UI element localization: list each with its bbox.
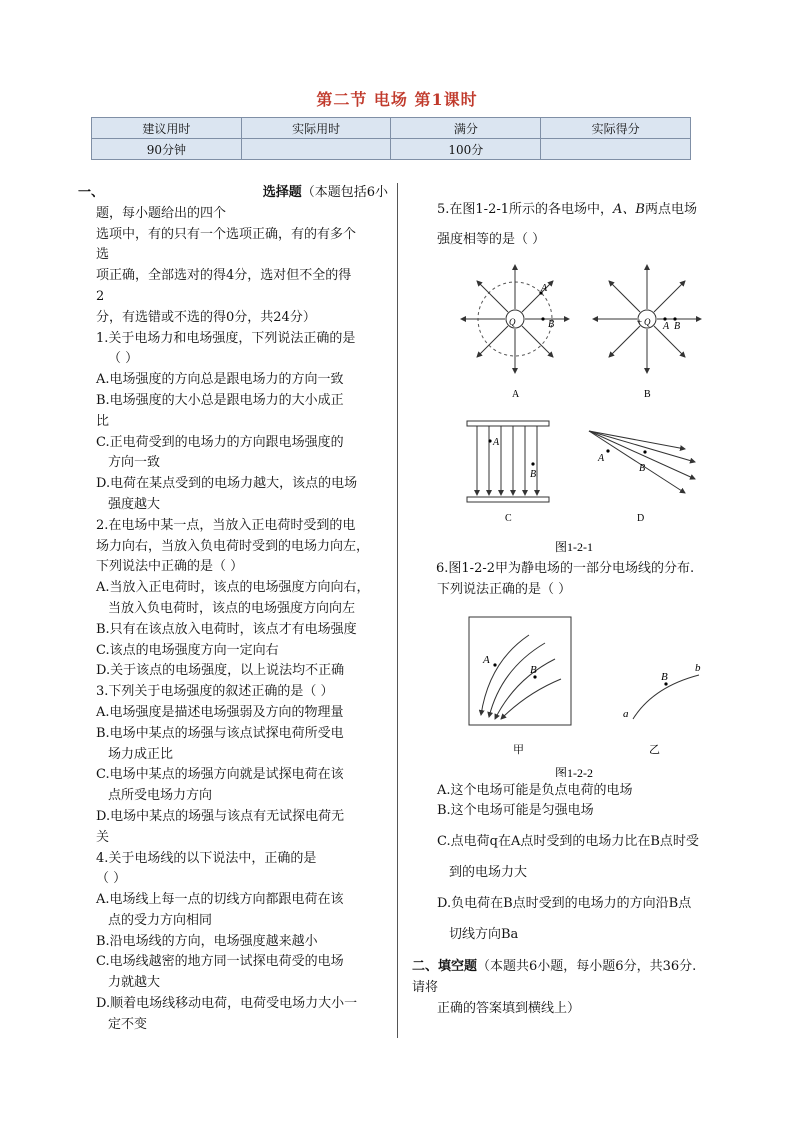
section2-intro-line: 正确的答案填到横线上） xyxy=(437,1000,581,1016)
option: D.负电荷在B点时受到的电场力的方向沿B点 xyxy=(437,895,692,911)
info-table xyxy=(91,117,691,160)
column-divider xyxy=(397,183,398,1038)
svg-text:B: B xyxy=(639,463,646,474)
figure-1-2-1 xyxy=(437,259,737,559)
option: B.这个电场可能是匀强电场 xyxy=(437,803,594,819)
section1-title: 选择题 xyxy=(262,185,302,200)
option: 到的电场力大 xyxy=(449,864,528,880)
option: 场力成正比 xyxy=(108,746,174,762)
field-diagram-yi xyxy=(623,662,701,756)
option: C.正电荷受到的电场力的方向跟电场强度的 xyxy=(96,434,344,450)
svg-text:A: A xyxy=(663,321,670,332)
table-cell xyxy=(541,139,691,160)
svg-text:A: A xyxy=(598,453,605,464)
option: D.关于该点的电场强度，以上说法均不正确 xyxy=(96,663,345,679)
table-header: 满分 xyxy=(391,118,541,139)
option: 关 xyxy=(96,829,110,845)
table-header: 实际得分 xyxy=(541,118,691,139)
section2-intro: （本题共6小题，每小题6分，共36分. xyxy=(477,959,697,975)
option: 方向一致 xyxy=(108,455,161,471)
option: A.当放入正电荷时，该点的电场强度方向向右， xyxy=(96,580,370,596)
question-stem: 2.在电场中某一点，当放入正电荷时受到的电 xyxy=(96,517,356,533)
figure-label: D xyxy=(637,513,645,524)
q5-stem-text: 两点电场 xyxy=(644,202,697,217)
question-stem: （ ） xyxy=(108,351,139,367)
option: D.顺着电场线移动电荷，电荷受电场力大小一 xyxy=(96,996,358,1012)
svg-text:a: a xyxy=(623,707,629,720)
option: B.电场强度的大小总是跟电场力的大小成正 xyxy=(96,392,344,408)
figure-label: C xyxy=(505,513,512,524)
option: A.电场线上每一点的切线方向都跟电荷在该 xyxy=(96,892,344,908)
svg-text:A: A xyxy=(483,653,490,666)
table-header: 实际用时 xyxy=(241,118,391,139)
figure-label: A xyxy=(512,389,520,400)
option: 力就越大 xyxy=(108,975,161,991)
section2-heading xyxy=(412,957,737,978)
section2-title: 填空题 xyxy=(438,959,478,975)
question-stem: 下列说法正确的是（ ） xyxy=(437,581,572,597)
question-stem: 4.关于电场线的以下说法中，正确的是 xyxy=(96,850,317,866)
table-cell: 90分钟 xyxy=(92,139,242,160)
question-stem: 场力向右，当放入负电荷时受到的电场力向左， xyxy=(96,538,370,554)
section1-heading xyxy=(78,183,388,204)
field-diagram-c xyxy=(467,421,549,524)
question-stem: 下列说法中正确的是（ ） xyxy=(96,559,244,575)
svg-text:B: B xyxy=(674,321,681,332)
svg-text:Q: Q xyxy=(644,317,651,327)
option: B.只有在该点放入电荷时，该点才有电场强度 xyxy=(96,621,357,637)
svg-text:B: B xyxy=(530,469,537,480)
option: C.点电荷q在A点时受到的电场力比在B点时受 xyxy=(437,834,699,850)
field-diagram-d xyxy=(589,431,695,493)
figure-label: 乙 xyxy=(649,743,660,756)
option: 点的受力方向相同 xyxy=(108,912,213,928)
section1-intro-line: 项正确，全部选对的得4分，选对但不全的得 xyxy=(96,268,352,284)
option: 当放入负电荷时，该点的电场强度方向向左 xyxy=(108,600,356,616)
left-column xyxy=(78,183,388,1036)
option: D.电荷在某点受到的电场力越大，该点的电场 xyxy=(96,476,358,492)
svg-text:Q: Q xyxy=(509,317,516,327)
field-diagram-d-labels xyxy=(597,449,647,524)
section1-intro-line: 选 xyxy=(96,247,110,263)
field-diagram-jia xyxy=(469,617,571,756)
svg-text:b: b xyxy=(695,661,701,674)
figure-label: 甲 xyxy=(513,743,524,756)
question-stem: 1.关于电场力和电场强度，下列说法正确的是 xyxy=(96,330,356,346)
option: A.电场强度的方向总是跟电场力的方向一致 xyxy=(96,372,344,388)
option: 定不变 xyxy=(108,1016,148,1032)
table-row xyxy=(92,139,691,160)
page-title: 第二节 电场 第1课时 xyxy=(316,90,478,109)
section1-intro-line: 2 xyxy=(96,288,105,304)
option: D.电场中某点的场强与该点有无试探电荷无 xyxy=(96,808,345,824)
right-column xyxy=(412,195,737,1020)
figure-1-2-2 xyxy=(437,607,737,777)
option: 切线方向Ba xyxy=(449,926,519,942)
table-header: 建议用时 xyxy=(92,118,242,139)
question-stem: 6.图1-2-2甲为静电场的一部分电场线的分布. xyxy=(436,561,695,576)
svg-text:B: B xyxy=(661,670,668,683)
option: A.电场强度是描述电场强弱及方向的物理量 xyxy=(96,704,344,720)
figure-caption: 图1-2-2 xyxy=(555,765,593,777)
svg-text:A: A xyxy=(541,283,548,294)
svg-text:B: B xyxy=(548,319,555,330)
section1-intro-line: 题，每小题给出的四个 xyxy=(96,205,227,221)
question-stem: 3.下列关于电场强度的叙述正确的是（ ） xyxy=(96,684,334,700)
option: B.沿电场线的方向，电场强度越来越小 xyxy=(96,933,318,949)
option: B.电场中某点的场强与该点试探电荷所受电 xyxy=(96,725,344,741)
option: C.电场中某点的场强方向就是试探电荷在该 xyxy=(96,767,344,783)
question-stem xyxy=(437,195,737,225)
q5-stem-text: 5.在图1-2-1所示的各电场中， xyxy=(437,202,614,217)
question-stem: （ ） xyxy=(96,871,127,887)
section2-number: 二、 xyxy=(412,959,439,975)
option: 比 xyxy=(96,413,110,429)
section1-intro: （本题包括6小 xyxy=(301,185,388,200)
table-cell xyxy=(241,139,391,160)
figure-label: B xyxy=(644,389,651,400)
question-stem: 强度相等的是（ ） xyxy=(437,232,546,247)
field-diagram-b xyxy=(593,265,701,400)
figure-caption: 图1-2-1 xyxy=(555,540,593,554)
section2-intro-line: 请将 xyxy=(412,980,439,996)
field-diagram-a xyxy=(461,265,569,400)
option: C.该点的电场强度方向一定向右 xyxy=(96,642,279,658)
table-cell: 100分 xyxy=(391,139,541,160)
section1-intro-line: 选项中，有的只有一个选项正确，有的有多个 xyxy=(96,226,357,242)
section1-intro-line: 分，有选错或不选的得0分，共24分） xyxy=(96,309,316,325)
table-row xyxy=(92,118,691,139)
section1-number: 一、 xyxy=(78,185,105,200)
q5-stem-ab: A、B xyxy=(613,202,645,217)
option: C.电场线越密的地方同一试探电荷受的电场 xyxy=(96,954,344,970)
option: 点所受电场力方向 xyxy=(108,788,213,804)
svg-text:+: + xyxy=(637,317,643,327)
option: 强度越大 xyxy=(108,496,161,512)
option: A.这个电场可能是负点电荷的电场 xyxy=(437,782,633,798)
svg-text:A: A xyxy=(493,437,500,448)
svg-text:B: B xyxy=(530,663,537,676)
